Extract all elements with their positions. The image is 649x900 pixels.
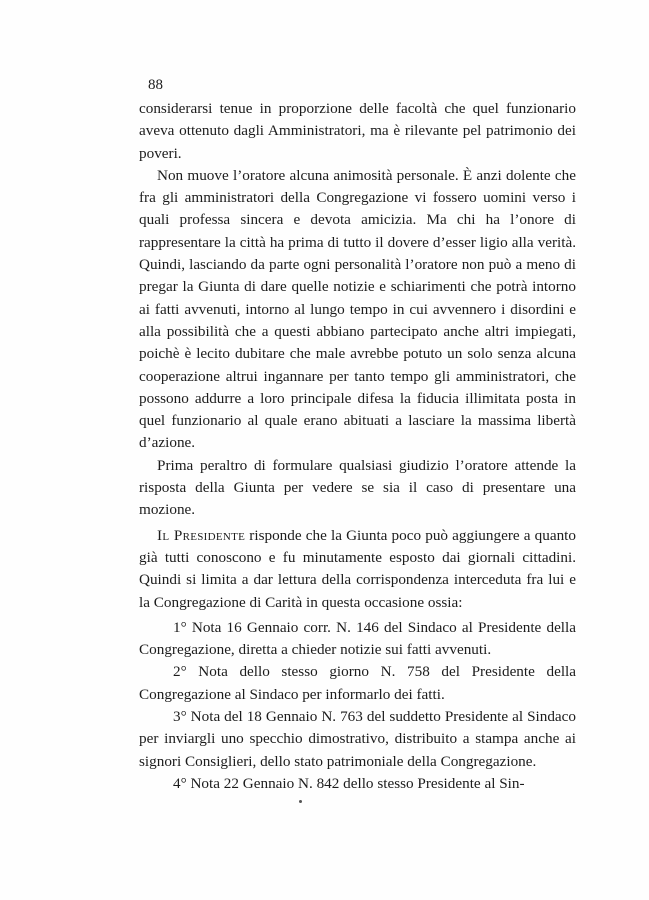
list-item-note-1: 1° Nota 16 Gennaio corr. N. 146 del Sindaco al Presidente della Congregazione, diretta a chieder notizie sui fatti avvenuti.	[139, 618, 576, 659]
paragraph-continuation: considerarsi tenue in proporzione delle facoltà che quel funzionario aveva ottenuto dagli Amministratori, ma è rilevante pel patrimonio dei poveri.	[139, 100, 576, 162]
paragraph-oratore: Non muove l’oratore alcuna animosità personale. È anzi dolente che fra gli amministratori della Congregazione vi fossero uomini verso i quali professa sincera e devota amicizia. Ma chi ha l’onore di rappresentare la città ha prima di tutto il dovere d’esser ligio alla verità. Quindi, lasciando da parte ogni personalità l’oratore non può a meno di pregar la Giunta di dare quelle notizie e schiarimenti che potrà intorno ai fatti avvenuti, intorno al lungo tempo in cui avvennero i disordini e alla possibilità che a questi abbiano partecipato anche altri impiegati, poichè è lecito dubitare che male avrebbe potuto un solo senza alcuna cooperazione altrui ingannare per tanto tempo gli amministratori, che possono addurre a loro principale difesa la fiducia illimitata posta in quel funzionario al quale erano abituati a lasciare la massima libertà d’azione.	[139, 166, 576, 452]
page-number: 88	[148, 77, 163, 93]
paragraph-presidente	[139, 525, 576, 614]
paragraph-mozione: Prima peraltro di formulare qualsiasi giudizio l’oratore attende la risposta della Giunta per vedere se sia il caso di presentare una mozione.	[139, 456, 576, 519]
list-item-note-3: 3° Nota del 18 Gennaio N. 763 del suddetto Presidente al Sindaco per inviargli uno specchio dimostrativo, distribuito a stampa anche ai signori Consiglieri, dello stato patrimoniale della Congregazione.	[139, 708, 576, 770]
list-item-note-4: 4° Nota 22 Gennaio N. 842 dello stesso Presidente al Sin-	[173, 774, 525, 792]
list-item-note-2: 2° Nota dello stesso giorno N. 758 del Presidente della Congregazione al Sindaco per informarlo dei fatti.	[139, 663, 576, 703]
ink-speck	[299, 800, 302, 803]
speaker-name: Il Presidente	[157, 526, 246, 544]
presidente-text: risponde che la Giunta poco può aggiungere a quanto già tutti conoscono e fu minutamente esposto dai giornali cittadini. Quindi si limita a dar lettura della corrispondenza interceduta fra lui e la Congregazione di Carità in questa occasione ossia:	[139, 526, 576, 611]
body-text	[139, 98, 576, 795]
